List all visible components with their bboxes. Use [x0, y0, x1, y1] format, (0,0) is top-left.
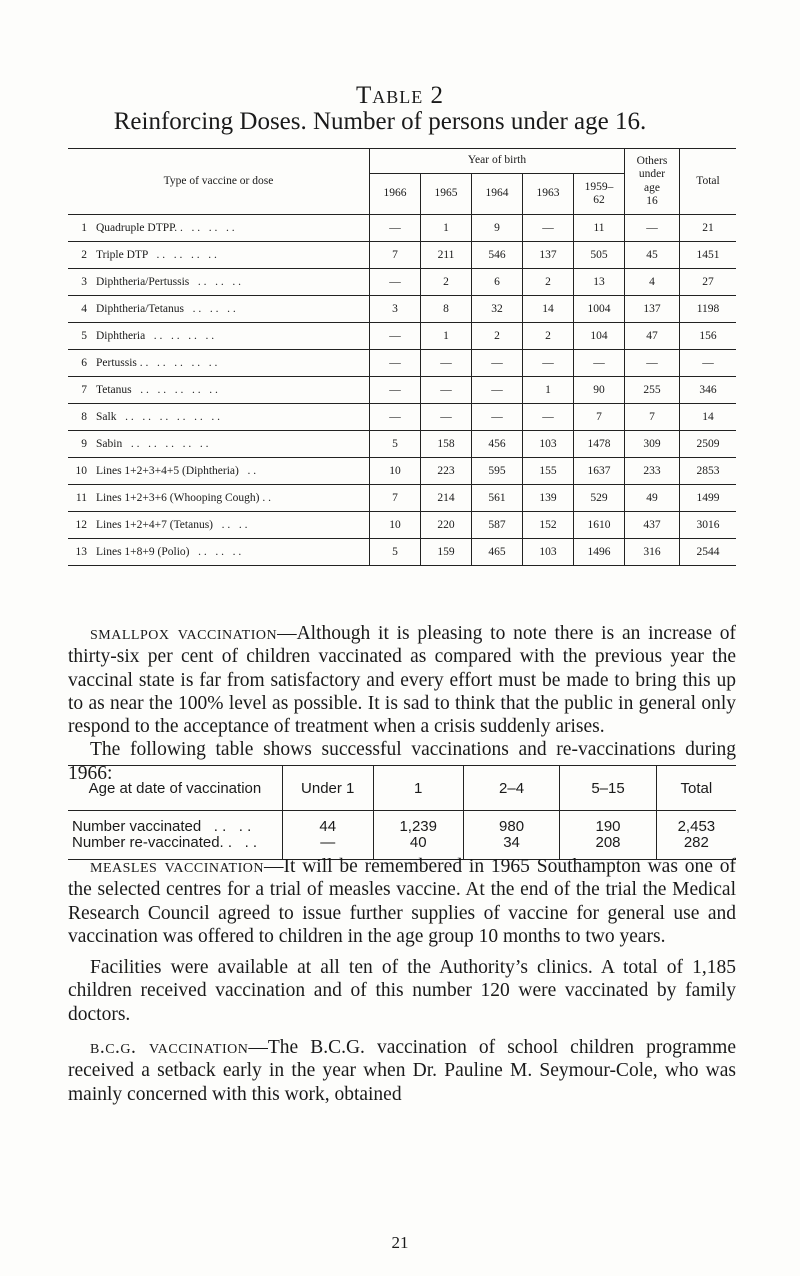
table-cell: 1,239 [373, 811, 463, 836]
table-cell: — [523, 215, 574, 242]
table-cell: 7 [625, 404, 680, 431]
table-cell: 211 [421, 242, 472, 269]
table-cell: 5 [370, 539, 421, 566]
measles-lead: measles vaccination [90, 856, 264, 877]
table-cell: 21 [680, 215, 737, 242]
vaccine-type: Sabin . . . . . . . . . . [93, 431, 370, 458]
table-cell: 2 [472, 323, 523, 350]
table-cell: — [370, 350, 421, 377]
vaccine-type: Lines 1+8+9 (Polio) . . . . . . [93, 539, 370, 566]
table-cell: 103 [523, 539, 574, 566]
table-cell: 7 [370, 485, 421, 512]
table-cell: 1004 [574, 296, 625, 323]
smallpox-lead: smallpox vaccination [90, 623, 278, 644]
table-cell: 104 [574, 323, 625, 350]
table-cell: 10 [370, 458, 421, 485]
table-cell: — [472, 377, 523, 404]
table-cell: — [472, 350, 523, 377]
page-number: 21 [391, 1233, 409, 1252]
table-cell: 505 [574, 242, 625, 269]
table-cell: 2853 [680, 458, 737, 485]
table-cell: 1 [421, 215, 472, 242]
row-number: 3 [68, 269, 93, 296]
table-cell: — [370, 269, 421, 296]
row-number: 1 [68, 215, 93, 242]
table-cell: 208 [560, 835, 656, 860]
table-cell: 27 [680, 269, 737, 296]
reinforcing-doses-table [68, 148, 736, 566]
table-row [68, 296, 736, 323]
table-cell: 34 [463, 835, 559, 860]
table-cell: 11 [574, 215, 625, 242]
table-cell: — [574, 350, 625, 377]
table-cell: — [370, 215, 421, 242]
table-cell: 7 [370, 242, 421, 269]
vacc-header: 1 [373, 766, 463, 811]
table-row [68, 323, 736, 350]
vaccine-type: Lines 1+2+3+4+5 (Diphtheria) . . [93, 458, 370, 485]
table-row [68, 485, 736, 512]
table-cell: 255 [625, 377, 680, 404]
table-cell: 437 [625, 512, 680, 539]
table-cell: 456 [472, 431, 523, 458]
table-cell: 156 [680, 323, 737, 350]
vacc-intro: The following table shows successful vaccinations and re-vaccinations during 1966: [68, 739, 736, 784]
table-cell: 282 [656, 835, 736, 860]
table-cell: 529 [574, 485, 625, 512]
table-row [68, 404, 736, 431]
table-cell: 980 [463, 811, 559, 836]
table-row [68, 512, 736, 539]
table-cell: — [421, 377, 472, 404]
table-cell: 139 [523, 485, 574, 512]
vacc-header: Total [656, 766, 736, 811]
table-cell: 1496 [574, 539, 625, 566]
table-cell: 40 [373, 835, 463, 860]
table-cell: 9 [472, 215, 523, 242]
row-number: 4 [68, 296, 93, 323]
table-cell: 6 [472, 269, 523, 296]
table-cell: 2544 [680, 539, 737, 566]
table-cell: — [370, 404, 421, 431]
vacc-row-label: Number re-vaccinated. . . . [68, 835, 282, 860]
row-number: 11 [68, 485, 93, 512]
smallpox-section [68, 622, 736, 785]
table-cell: 546 [472, 242, 523, 269]
table-cell: 214 [421, 485, 472, 512]
table-cell: 49 [625, 485, 680, 512]
table-cell: 45 [625, 242, 680, 269]
table-cell: — [282, 835, 373, 860]
table-cell: — [421, 404, 472, 431]
year-header: 1963 [523, 174, 574, 215]
year-header: 1965 [421, 174, 472, 215]
table-cell: 1637 [574, 458, 625, 485]
table-cell: — [523, 404, 574, 431]
table-cell: — [523, 350, 574, 377]
table-cell: 32 [472, 296, 523, 323]
type-header: Type of vaccine or dose [68, 149, 370, 215]
table-cell: 13 [574, 269, 625, 296]
table-cell: 587 [472, 512, 523, 539]
table-row [68, 350, 736, 377]
vaccine-type: Tetanus . . . . . . . . . . [93, 377, 370, 404]
table-cell: 190 [560, 811, 656, 836]
table-cell: 309 [625, 431, 680, 458]
vacc-row-label: Number vaccinated . . . . [68, 811, 282, 836]
row-number: 9 [68, 431, 93, 458]
table-row [68, 269, 736, 296]
row-number: 12 [68, 512, 93, 539]
row-number: 8 [68, 404, 93, 431]
table-cell: 346 [680, 377, 737, 404]
others-header: Others under age 16 [625, 149, 680, 215]
vaccine-type: Pertussis . . . . . . . . . . [93, 350, 370, 377]
measles-text-2: Facilities were available at all ten of the Authority’s clinics. A total of 1,185 children received vaccination and of this number 120 were vaccinated by family doctors. [68, 957, 736, 1025]
row-number: 2 [68, 242, 93, 269]
vacc-header: 5–15 [560, 766, 656, 811]
vaccine-type: Diphtheria/Pertussis . . . . . . [93, 269, 370, 296]
vaccine-type: Salk . . . . . . . . . . . . [93, 404, 370, 431]
table-cell: 8 [421, 296, 472, 323]
measles-bcg-section [68, 855, 736, 1106]
bcg-text: —The B.C.G. vaccination of school children programme received a setback early in the year when Dr. Pauline M. Seymour-Cole, who was mainly concerned with this work, obtained [68, 1037, 736, 1105]
table-cell: — [421, 350, 472, 377]
row-number: 10 [68, 458, 93, 485]
table-cell: 1198 [680, 296, 737, 323]
table-cell: 2,453 [677, 818, 716, 835]
table-cell: 3016 [680, 512, 737, 539]
row-number: 5 [68, 323, 93, 350]
table-cell: 137 [625, 296, 680, 323]
table-cell: 2 [523, 269, 574, 296]
table-cell: 233 [625, 458, 680, 485]
table-cell: 7 [574, 404, 625, 431]
table-cell: 103 [523, 431, 574, 458]
year-header: 1959– 62 [574, 174, 625, 215]
table-cell: 316 [625, 539, 680, 566]
table-cell: 10 [370, 512, 421, 539]
table-caption: Reinforcing Doses. Number of persons under age 16. [113, 108, 647, 135]
table-cell: 1610 [574, 512, 625, 539]
vacc-header: Under 1 [282, 766, 373, 811]
table-cell: — [370, 323, 421, 350]
table-cell: 47 [625, 323, 680, 350]
row-number: 6 [68, 350, 93, 377]
table-row [68, 539, 736, 566]
smallpox-text: —Although it is pleasing to note there is an increase of thirty-six per cent of children vaccinated as compared with the previous year the vaccinal state is far from satisfactory and every effort must be made to bring this up to as near the 100% level as possible. It is sad to think that the public in general only respond to the acceptance of treatment when a crisis suddenly arises. [68, 623, 737, 738]
table-cell: 223 [421, 458, 472, 485]
table-cell: 14 [523, 296, 574, 323]
table-cell: 1 [421, 323, 472, 350]
year-header: 1966 [370, 174, 421, 215]
table-cell: 4 [625, 269, 680, 296]
vaccine-type: Triple DTP . . . . . . . . [93, 242, 370, 269]
table-cell: 1 [523, 377, 574, 404]
table-cell: 2509 [680, 431, 737, 458]
table-heading: Table 2 [355, 82, 445, 109]
vacc-header: 2–4 [463, 766, 559, 811]
vaccine-type: Diphtheria . . . . . . . . [93, 323, 370, 350]
table-cell: 14 [680, 404, 737, 431]
total-header: Total [680, 149, 737, 215]
table-cell: 561 [472, 485, 523, 512]
table-cell: — [680, 350, 737, 377]
row-number: 13 [68, 539, 93, 566]
table-cell: 2 [421, 269, 472, 296]
vaccination-table [68, 765, 736, 860]
table-cell: 158 [421, 431, 472, 458]
table-row [68, 377, 736, 404]
table-cell: — [472, 404, 523, 431]
row-number: 7 [68, 377, 93, 404]
table-cell: 155 [523, 458, 574, 485]
table-cell: 159 [421, 539, 472, 566]
table-row [68, 811, 736, 836]
table-cell: 44 [282, 811, 373, 836]
table-cell: 3 [370, 296, 421, 323]
year-header: 1964 [472, 174, 523, 215]
table-cell: 1478 [574, 431, 625, 458]
table-cell: 465 [472, 539, 523, 566]
table-cell: 90 [574, 377, 625, 404]
table-cell: 137 [523, 242, 574, 269]
table-row [68, 242, 736, 269]
vaccine-type: Lines 1+2+3+6 (Whooping Cough) . . [93, 485, 370, 512]
table-row [68, 215, 736, 242]
table-cell: 2 [523, 323, 574, 350]
bcg-lead: b.c.g. vaccination [90, 1037, 249, 1059]
table-cell: 1499 [680, 485, 737, 512]
table-cell: 220 [421, 512, 472, 539]
vaccine-type: Lines 1+2+4+7 (Tetanus) . . . . [93, 512, 370, 539]
year-of-birth-header: Year of birth [370, 149, 625, 174]
table-row [68, 431, 736, 458]
table-cell: 595 [472, 458, 523, 485]
table-row [68, 458, 736, 485]
table-cell: 1451 [680, 242, 737, 269]
table-cell: 152 [523, 512, 574, 539]
table-cell: 5 [370, 431, 421, 458]
measles-text: —It will be remembered in 1965 Southampton was one of the selected centres for a trial of measles vaccine. At the end of the trial the Medical Research Council agreed to issue further supplies of vaccine for general use and vaccination was offered to children in the age group 10 months to two years. [68, 856, 736, 947]
vacc-header: Age at date of vaccination [68, 766, 282, 811]
vaccine-type: Quadruple DTPP. . . . . . . . [93, 215, 370, 242]
table-cell: — [625, 215, 680, 242]
table-cell: — [625, 350, 680, 377]
vaccine-type: Diphtheria/Tetanus . . . . . . [93, 296, 370, 323]
table-cell: — [370, 377, 421, 404]
